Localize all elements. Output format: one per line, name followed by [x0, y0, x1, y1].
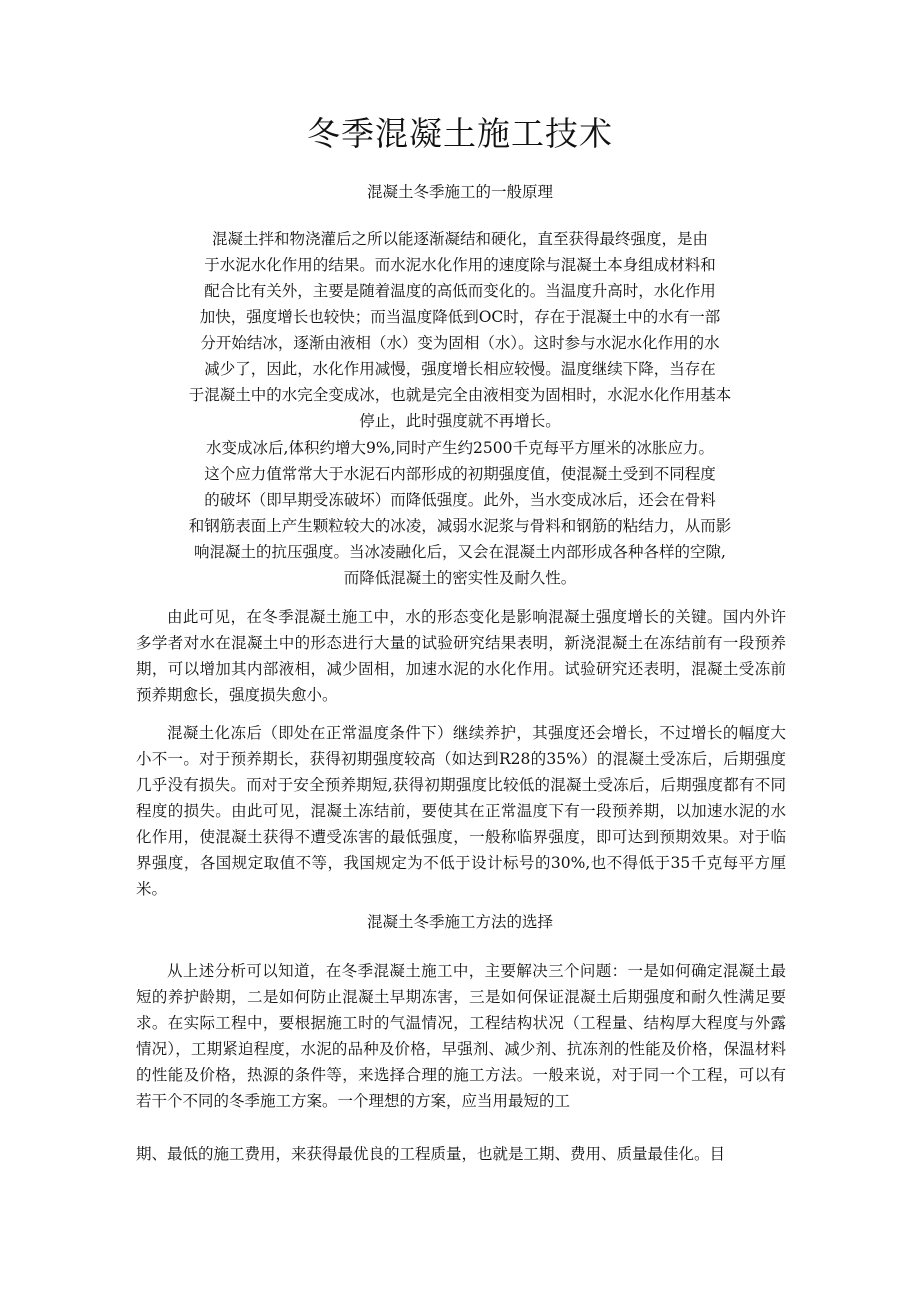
text-line: 分开始结冰，逐渐由液相（水）变为固相（水）。这时参与水泥水化作用的水	[200, 334, 720, 352]
principle-block-hydration	[120, 226, 800, 434]
section-heading-principles: 混凝土冬季施工的一般原理	[366, 183, 553, 201]
text-line: 响混凝土的抗压强度。当冰凌融化后，又会在混凝土内部形成各种各样的空隙,	[194, 543, 726, 561]
text-line: 的破坏（即早期受冻破坏）而降低强度。此外，当水变成冰后，还会在骨料	[204, 491, 716, 509]
text-line: 水变成冰后,体积约增大9%,同时产生约2500千克每平方厘米的冰胀应力。	[206, 439, 714, 457]
text-line: 停止，此时强度就不再增长。	[359, 412, 561, 430]
text-line: 和钢筋表面上产生颗粒较大的冰凌，减弱水泥浆与骨料和钢筋的粘结力，从而影	[188, 517, 732, 535]
paragraph-preconditioning: 由此可见，在冬季混凝土施工中，水的形态变化是影响混凝土强度增长的关键。国内外许多学者对水在混凝土中的形态进行大量的试验研究结果表明，新浇混凝土在冻结前有一段预养期，可以增加其内部液相，减少固相，加速水泥的水化作用。试验研究还表明，混凝土受冻前预养期愈长，强度损失愈小。	[136, 608, 786, 704]
text-line: 加快，强度增长也较快；而当温度降低到OC时，存在于混凝土中的水有一部	[199, 308, 721, 326]
text-line: 于水泥水化作用的结果。而水泥水化作用的速度除与混凝土本身组成材料和	[204, 256, 716, 274]
text-line: 于混凝土中的水完全变成冰，也就是完全由液相变为固相时，水泥水化作用基本	[188, 386, 732, 404]
principle-block-ice-expansion	[120, 435, 800, 591]
paragraph-continuation: 期、最低的施工费用，来获得最优良的工程质量，也就是工期、费用、质量最佳化。目	[136, 1145, 726, 1163]
text-line: 这个应力值常常大于水泥石内部形成的初期强度值，使混凝土受到不同程度	[204, 465, 716, 483]
text-line: 配合比有关外，主要是随着温度的高低而变化的。当温度升高时，水化作用	[204, 282, 716, 300]
document-title: 冬季混凝土施工技术	[307, 114, 613, 153]
paragraph-method-selection: 从上述分析可以知道，在冬季混凝土施工中，主要解决三个问题：一是如何确定混凝土最短的养护龄期，二是如何防止混凝土早期冻害，三是如何保证混凝土后期强度和耐久性满足要求。在实际工程中，要根据施工时的气温情况，工程结构状况（工程量、结构厚大程度与外露情况），工期紧迫程度，水泥的品种及价格，早强剂、减少剂、抗冻剂的性能及价格，保温材料的性能及价格，热源的条件等，来选择合理的施工方法。一般来说，对于同一个工程，可以有若干个不同的冬季施工方案。一个理想的方案，应当用最短的工	[136, 962, 786, 1110]
paragraph-critical-strength: 混凝土化冻后（即处在正常温度条件下）继续养护，其强度还会增长，不过增长的幅度大小不一。对于预养期长，获得初期强度较高（如达到R28的35%）的混凝土受冻后，后期强度几乎没有损失。而对于安全预养期短,获得初期强度比较低的混凝土受冻后，后期强度都有不同程度的损失。由此可见，混凝土冻结前，要使其在正常温度下有一段预养期，以加速水泥的水化作用，使混凝土获得不遭受冻害的最低强度，一般称临界强度，即可达到预期效果。对于临界强度，各国规定取值不等，我国规定为不低于设计标号的30%,也不得低于35千克每平方厘米。	[136, 724, 786, 898]
text-line: 而降低混凝土的密实性及耐久性。	[343, 569, 577, 587]
text-line: 减少了，因此，水化作用减慢，强度增长相应较慢。温度继续下降，当存在	[204, 360, 716, 378]
section-heading-method-selection: 混凝土冬季施工方法的选择	[366, 913, 553, 931]
text-line: 混凝土拌和物浇灌后之所以能逐渐凝结和硬化，直至获得最终强度，是由	[211, 230, 708, 248]
